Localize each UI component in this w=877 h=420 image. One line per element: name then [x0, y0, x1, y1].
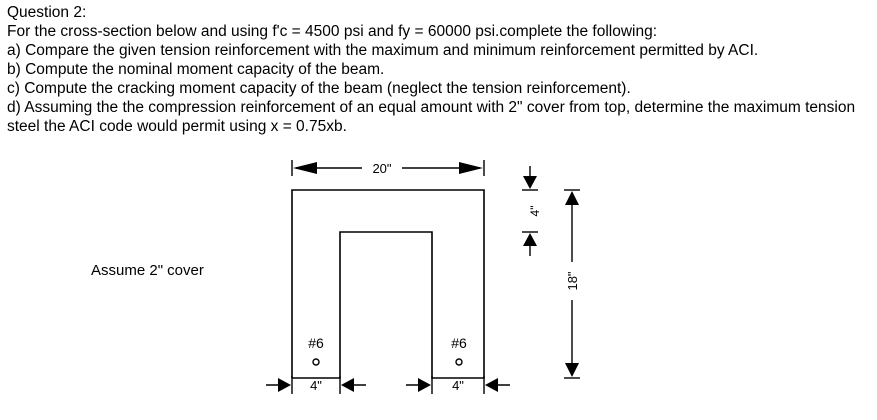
left-bar-label: #6: [308, 335, 324, 351]
question-intro: For the cross-section below and using f'c = 4500 psi and fy = 60000 psi.complete the following:: [7, 23, 658, 40]
question-part-d: d) Assuming the the compression reinforcement of an equal amount with 2" cover from top, determine the maximum tension steel the ACI code would permit using x = 0.75xb.: [7, 99, 856, 135]
right-leg-label: 4": [452, 378, 464, 393]
left-leg-label: 4": [310, 378, 322, 393]
depth-label: 18": [565, 271, 580, 291]
question-title: Question 2:: [7, 4, 87, 21]
right-leg-dimension: [406, 376, 510, 394]
depth-dimension: [564, 190, 580, 378]
left-leg-dimension: [266, 376, 366, 394]
left-rebar: [308, 335, 324, 365]
width-dimension: [292, 160, 484, 176]
question-part-c: c) Compute the cracking moment capacity of the beam (neglect the tension reinforcement).: [7, 80, 631, 97]
flange-label: 4": [528, 205, 542, 217]
flange-dimension: [522, 166, 542, 256]
question-part-b: b) Compute the nominal moment capacity of the beam.: [7, 61, 385, 78]
width-label: 20": [372, 161, 392, 176]
right-bar-label: #6: [451, 335, 467, 351]
question-part-a: a) Compare the given tension reinforcement with the maximum and minimum reinforcement permitted by ACI.: [7, 42, 759, 59]
right-bar-circle: [456, 359, 462, 365]
left-bar-circle: [313, 359, 319, 365]
right-rebar: [451, 335, 467, 365]
cover-note: Assume 2" cover: [91, 262, 204, 279]
